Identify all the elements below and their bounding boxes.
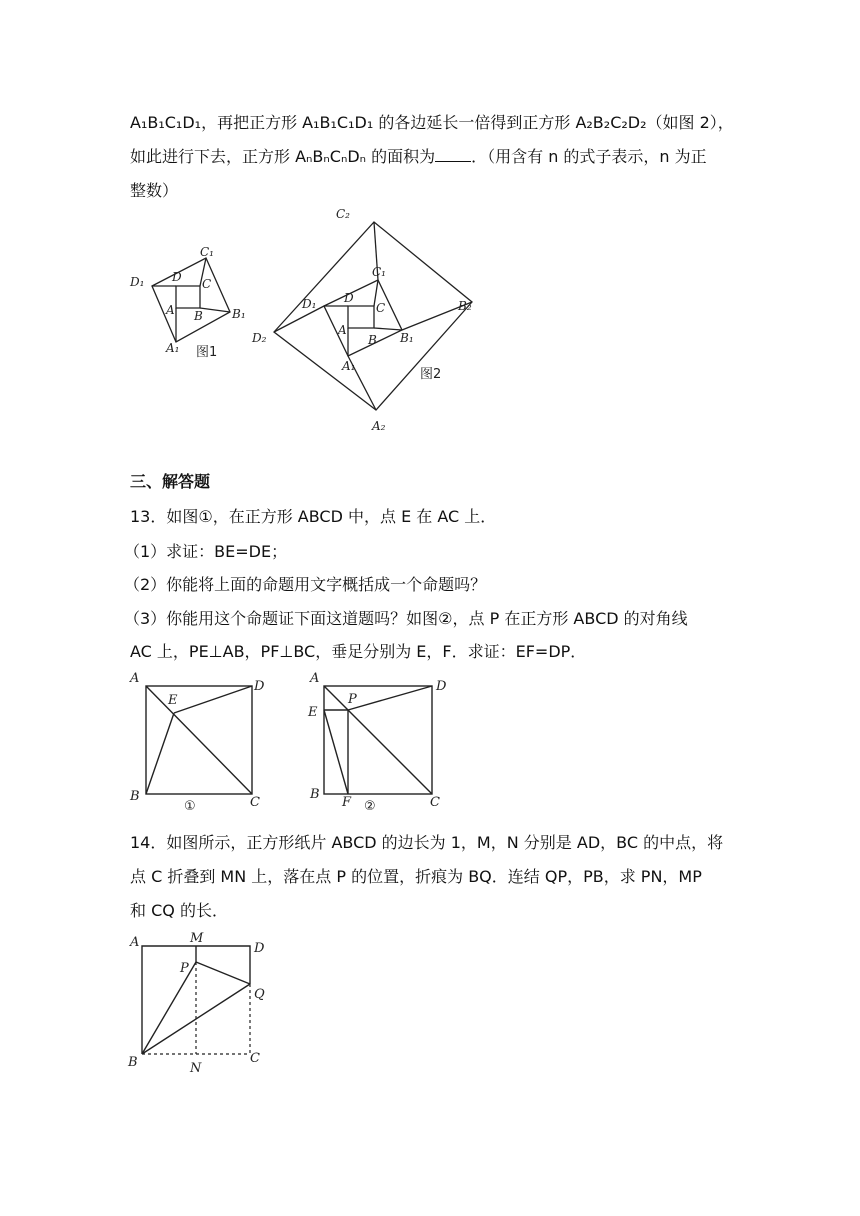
label-d1: D₁ bbox=[302, 297, 317, 311]
label-m: M bbox=[190, 931, 204, 946]
label-n: N bbox=[190, 1061, 202, 1076]
label-d2: D₂ bbox=[252, 331, 267, 345]
figure-2-caption: ② bbox=[364, 799, 376, 810]
label-c2: C₂ bbox=[336, 207, 350, 221]
figure-1-caption: ① bbox=[184, 799, 196, 810]
label-a: A bbox=[130, 671, 140, 686]
label-c1: C₁ bbox=[200, 245, 214, 259]
label-d: D bbox=[172, 270, 182, 284]
label-d: D bbox=[344, 291, 354, 305]
label-a: A bbox=[338, 323, 347, 337]
segment-pq bbox=[196, 962, 250, 984]
square-abcd bbox=[176, 286, 200, 308]
figure-2-caption: 图2 bbox=[420, 367, 442, 382]
label-d: D bbox=[254, 679, 265, 694]
label-b1: B₁ bbox=[400, 331, 414, 345]
label-c: C bbox=[250, 795, 260, 810]
label-p: P bbox=[348, 692, 357, 707]
section-heading: 三、解答题 bbox=[130, 472, 211, 491]
q13-line-2: （1）求证：BE=DE； bbox=[124, 542, 288, 561]
label-b: B bbox=[368, 333, 377, 347]
q12-text: ，再把正方形 bbox=[201, 113, 303, 132]
label-b2: B₂ bbox=[458, 299, 472, 313]
label-q: Q bbox=[254, 987, 265, 1002]
figure-1-caption: 图1 bbox=[196, 345, 218, 360]
q12-text: A₂B₂C₂D₂ bbox=[575, 113, 647, 132]
q12-text: A₁B₁C₁D₁ bbox=[302, 113, 374, 132]
label-a: A bbox=[166, 303, 175, 317]
q12-text: ．（用含有 n 的式子表示，n 为正 bbox=[471, 147, 707, 166]
q12-figure-2 bbox=[250, 204, 490, 436]
label-b: B bbox=[310, 787, 320, 802]
q12-text: 如此进行下去，正方形 bbox=[130, 147, 296, 166]
label-c1: C₁ bbox=[372, 265, 386, 279]
label-a: A bbox=[310, 671, 320, 686]
label-e: E bbox=[308, 705, 318, 720]
label-a: A bbox=[130, 935, 140, 950]
diagonal-ac bbox=[324, 686, 432, 794]
q14-line-2: 点 C 折叠到 MN 上，落在点 P 的位置，折痕为 BQ．连结 QP，PB，求 PN，MP bbox=[130, 867, 702, 886]
q13-figure-1 bbox=[126, 670, 276, 810]
label-b: B bbox=[128, 1055, 138, 1070]
q12-line-3: 整数） bbox=[130, 181, 179, 200]
q12-figure-1 bbox=[126, 236, 256, 366]
q12-text: （如图 2）， bbox=[646, 113, 734, 132]
q12-text: 的面积为 bbox=[366, 147, 436, 166]
segment-de bbox=[174, 686, 252, 713]
label-c: C bbox=[250, 1051, 260, 1066]
q12-line-2 bbox=[130, 146, 707, 168]
label-p: P bbox=[180, 961, 189, 976]
segment-ef bbox=[324, 710, 348, 794]
label-d: D bbox=[254, 941, 265, 956]
label-b: B bbox=[194, 309, 203, 323]
q13-line-5: AC 上，PE⊥AB，PF⊥BC，垂足分别为 E，F．求证：EF=DP． bbox=[130, 642, 587, 661]
label-c: C bbox=[376, 301, 386, 315]
q12-text: AₙBₙCₙDₙ bbox=[295, 147, 367, 166]
answer-blank bbox=[435, 147, 471, 162]
label-c: C bbox=[202, 277, 212, 291]
label-e: E bbox=[168, 693, 178, 708]
q13-figure-2 bbox=[304, 670, 454, 810]
q13-line-1: 13．如图①，在正方形 ABCD 中，点 E 在 AC 上． bbox=[130, 507, 497, 526]
square-abcd bbox=[348, 306, 374, 328]
q13-line-4: （3）你能用这个命题证下面这道题吗？如图②，点 P 在正方形 ABCD 的对角线 bbox=[124, 609, 688, 628]
segment-be bbox=[146, 713, 174, 794]
q14-line-3: 和 CQ 的长． bbox=[130, 901, 228, 920]
label-d1: D₁ bbox=[130, 275, 145, 289]
label-a1: A₁ bbox=[342, 359, 356, 373]
label-c: C bbox=[430, 795, 440, 810]
segment-dp bbox=[348, 686, 432, 710]
label-a2: A₂ bbox=[372, 419, 386, 433]
q12-text: A₁B₁C₁D₁ bbox=[130, 113, 202, 132]
square-a1b1c1d1 bbox=[324, 280, 402, 356]
diagonal-ac bbox=[146, 686, 252, 794]
label-b1: B₁ bbox=[232, 307, 246, 321]
q12-line-1 bbox=[130, 112, 734, 134]
label-f: F bbox=[342, 795, 352, 810]
label-b: B bbox=[130, 789, 140, 804]
square-a1b1c1d1 bbox=[152, 258, 230, 342]
q14-line-1: 14．如图所示，正方形纸片 ABCD 的边长为 1，M，N 分别是 AD，BC 的中点，将 bbox=[130, 833, 724, 852]
q13-line-3: （2）你能将上面的命题用文字概括成一个命题吗？ bbox=[124, 575, 487, 594]
label-d: D bbox=[436, 679, 447, 694]
label-a1: A₁ bbox=[166, 341, 180, 355]
q12-text: 的各边延长一倍得到正方形 bbox=[373, 113, 576, 132]
q14-figure bbox=[126, 928, 276, 1078]
